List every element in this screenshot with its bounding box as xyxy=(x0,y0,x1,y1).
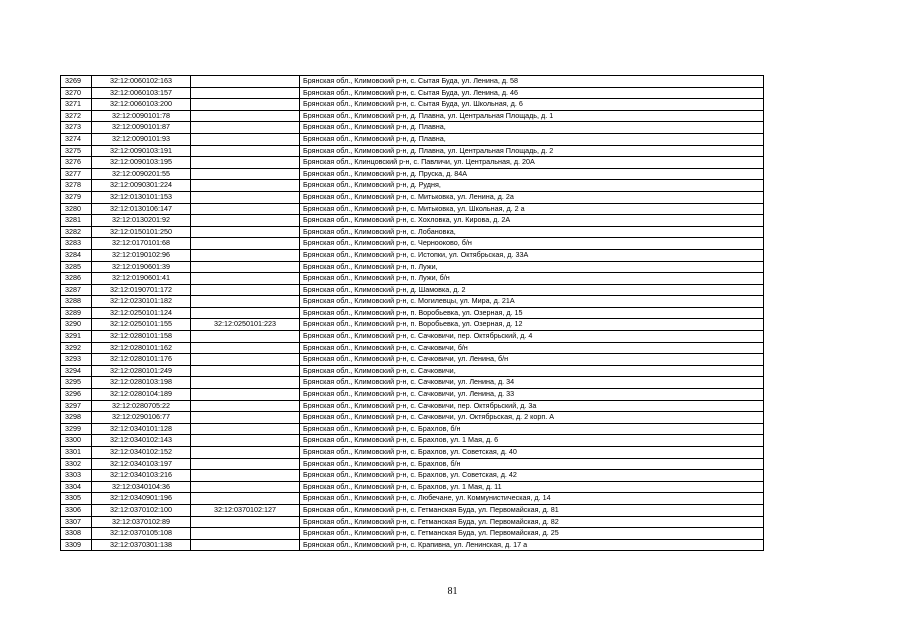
table-row xyxy=(61,516,764,528)
address-cell: Брянская обл., Климовский р-н, с. Сытая Буда, ул. Ленина, д. 58 xyxy=(300,76,764,88)
address-cell: Брянская обл., Климовский р-н, д. Плавна, xyxy=(300,122,764,134)
table-row xyxy=(61,470,764,482)
table-row xyxy=(61,296,764,308)
related-cadastral-number-cell xyxy=(191,99,300,111)
address-cell: Брянская обл., Климовский р-н, с. Сытая Буда, ул. Школьная, д. 6 xyxy=(300,99,764,111)
address-cell: Брянская обл., Климовский р-н, с. Брахлов, ул. Советская, д. 40 xyxy=(300,447,764,459)
table-row xyxy=(61,191,764,203)
table-row xyxy=(61,122,764,134)
cadastral-number-cell: 32:12:0130106:147 xyxy=(92,203,191,215)
address-cell: Брянская обл., Климовский р-н, с. Сачковичи, пер. Октябрьский, д. 4 xyxy=(300,331,764,343)
related-cadastral-number-cell xyxy=(191,215,300,227)
cadastral-number-cell: 32:12:0060102:163 xyxy=(92,76,191,88)
row-number-cell: 3272 xyxy=(61,110,92,122)
cadastral-number-cell: 32:12:0090103:191 xyxy=(92,145,191,157)
cadastral-number-cell: 32:12:0170101:68 xyxy=(92,238,191,250)
related-cadastral-number-cell xyxy=(191,157,300,169)
row-number-cell: 3280 xyxy=(61,203,92,215)
table-row xyxy=(61,412,764,424)
row-number-cell: 3281 xyxy=(61,215,92,227)
cadastral-number-cell: 32:12:0250101:124 xyxy=(92,307,191,319)
address-cell: Брянская обл., Климовский р-н, д. Плавна, xyxy=(300,133,764,145)
cadastral-number-cell: 32:12:0090101:87 xyxy=(92,122,191,134)
cadastral-number-cell: 32:12:0370102:89 xyxy=(92,516,191,528)
related-cadastral-number-cell xyxy=(191,122,300,134)
property-table-body xyxy=(61,76,764,551)
cadastral-number-cell: 32:12:0370102:100 xyxy=(92,504,191,516)
cadastral-number-cell: 32:12:0370301:138 xyxy=(92,539,191,551)
related-cadastral-number-cell xyxy=(191,516,300,528)
row-number-cell: 3292 xyxy=(61,342,92,354)
related-cadastral-number-cell xyxy=(191,481,300,493)
cadastral-number-cell: 32:12:0340104:36 xyxy=(92,481,191,493)
address-cell: Брянская обл., Климовский р-н, с. Могилевцы, ул. Мира, д. 21А xyxy=(300,296,764,308)
cadastral-number-cell: 32:12:0190601:39 xyxy=(92,261,191,273)
table-row xyxy=(61,145,764,157)
cadastral-number-cell: 32:12:0190701:172 xyxy=(92,284,191,296)
row-number-cell: 3278 xyxy=(61,180,92,192)
cadastral-number-cell: 32:12:0280103:198 xyxy=(92,377,191,389)
table-row xyxy=(61,423,764,435)
table-row xyxy=(61,504,764,516)
row-number-cell: 3301 xyxy=(61,447,92,459)
related-cadastral-number-cell xyxy=(191,110,300,122)
table-row xyxy=(61,249,764,261)
address-cell: Брянская обл., Климовский р-н, с. Лобановка, xyxy=(300,226,764,238)
related-cadastral-number-cell: 32:12:0250101:223 xyxy=(191,319,300,331)
address-cell: Брянская обл., Климовский р-н, п. Лужи, б/н xyxy=(300,273,764,285)
address-cell: Брянская обл., Климовский р-н, с. Брахлов, ул. 1 Мая, д. 11 xyxy=(300,481,764,493)
cadastral-number-cell: 32:12:0090103:195 xyxy=(92,157,191,169)
cadastral-number-cell: 32:12:0150101:250 xyxy=(92,226,191,238)
cadastral-number-cell: 32:12:0280101:176 xyxy=(92,354,191,366)
row-number-cell: 3279 xyxy=(61,191,92,203)
cadastral-number-cell: 32:12:0280101:158 xyxy=(92,331,191,343)
table-row xyxy=(61,180,764,192)
related-cadastral-number-cell xyxy=(191,342,300,354)
table-row xyxy=(61,400,764,412)
related-cadastral-number-cell xyxy=(191,493,300,505)
table-row xyxy=(61,226,764,238)
cadastral-number-cell: 32:12:0090101:78 xyxy=(92,110,191,122)
cadastral-number-cell: 32:12:0060103:200 xyxy=(92,99,191,111)
row-number-cell: 3296 xyxy=(61,389,92,401)
cadastral-number-cell: 32:12:0130101:153 xyxy=(92,191,191,203)
address-cell: Брянская обл., Климовский р-н, д. Шамовка, д. 2 xyxy=(300,284,764,296)
related-cadastral-number-cell xyxy=(191,528,300,540)
row-number-cell: 3297 xyxy=(61,400,92,412)
row-number-cell: 3305 xyxy=(61,493,92,505)
row-number-cell: 3303 xyxy=(61,470,92,482)
address-cell: Брянская обл., Климовский р-н, п. Лужи, xyxy=(300,261,764,273)
related-cadastral-number-cell xyxy=(191,447,300,459)
related-cadastral-number-cell xyxy=(191,470,300,482)
row-number-cell: 3300 xyxy=(61,435,92,447)
row-number-cell: 3271 xyxy=(61,99,92,111)
cadastral-number-cell: 32:12:0250101:155 xyxy=(92,319,191,331)
table-row xyxy=(61,133,764,145)
row-number-cell: 3286 xyxy=(61,273,92,285)
row-number-cell: 3306 xyxy=(61,504,92,516)
table-row xyxy=(61,238,764,250)
related-cadastral-number-cell xyxy=(191,273,300,285)
address-cell: Брянская обл., Климовский р-н, с. Гетманская Буда, ул. Первомайская, д. 82 xyxy=(300,516,764,528)
cadastral-number-cell: 32:12:0340102:143 xyxy=(92,435,191,447)
related-cadastral-number-cell xyxy=(191,180,300,192)
related-cadastral-number-cell xyxy=(191,76,300,88)
related-cadastral-number-cell xyxy=(191,249,300,261)
related-cadastral-number-cell xyxy=(191,284,300,296)
related-cadastral-number-cell xyxy=(191,400,300,412)
cadastral-number-cell: 32:12:0340901:196 xyxy=(92,493,191,505)
related-cadastral-number-cell xyxy=(191,412,300,424)
related-cadastral-number-cell xyxy=(191,296,300,308)
address-cell: Брянская обл., Климовский р-н, д. Пруска, д. 84А xyxy=(300,168,764,180)
cadastral-number-cell: 32:12:0340101:128 xyxy=(92,423,191,435)
table-row xyxy=(61,76,764,88)
property-table xyxy=(60,75,764,551)
address-cell: Брянская обл., Климовский р-н, с. Брахлов, б/н xyxy=(300,423,764,435)
row-number-cell: 3288 xyxy=(61,296,92,308)
cadastral-number-cell: 32:12:0340102:152 xyxy=(92,447,191,459)
table-row xyxy=(61,203,764,215)
table-row xyxy=(61,389,764,401)
address-cell: Брянская обл., Климовский р-н, д. Рудня, xyxy=(300,180,764,192)
row-number-cell: 3275 xyxy=(61,145,92,157)
related-cadastral-number-cell xyxy=(191,365,300,377)
address-cell: Брянская обл., Климовский р-н, п. Воробьевка, ул. Озерная, д. 12 xyxy=(300,319,764,331)
cadastral-number-cell: 32:12:0190601:41 xyxy=(92,273,191,285)
table-row xyxy=(61,493,764,505)
related-cadastral-number-cell xyxy=(191,261,300,273)
address-cell: Брянская обл., Климовский р-н, с. Гетманская Буда, ул. Первомайская, д. 81 xyxy=(300,504,764,516)
cadastral-number-cell: 32:12:0290106:77 xyxy=(92,412,191,424)
table-row xyxy=(61,331,764,343)
table-row xyxy=(61,319,764,331)
table-row xyxy=(61,539,764,551)
related-cadastral-number-cell xyxy=(191,133,300,145)
related-cadastral-number-cell xyxy=(191,435,300,447)
address-cell: Брянская обл., Климовский р-н, д. Плавна, ул. Центральная Площадь, д. 1 xyxy=(300,110,764,122)
table-row xyxy=(61,261,764,273)
table-row xyxy=(61,110,764,122)
table-row xyxy=(61,87,764,99)
row-number-cell: 3293 xyxy=(61,354,92,366)
row-number-cell: 3274 xyxy=(61,133,92,145)
row-number-cell: 3291 xyxy=(61,331,92,343)
table-row xyxy=(61,168,764,180)
related-cadastral-number-cell xyxy=(191,307,300,319)
related-cadastral-number-cell xyxy=(191,389,300,401)
cadastral-number-cell: 32:12:0060103:157 xyxy=(92,87,191,99)
cadastral-number-cell: 32:12:0370105:108 xyxy=(92,528,191,540)
table-row xyxy=(61,99,764,111)
address-cell: Брянская обл., Климовский р-н, с. Сачковичи, пер. Октябрьский, д. 3а xyxy=(300,400,764,412)
table-row xyxy=(61,354,764,366)
address-cell: Брянская обл., Климовский р-н, с. Митьковка, ул. Ленина, д. 2а xyxy=(300,191,764,203)
address-cell: Брянская обл., Клинцовский р-н, с. Павличи, ул. Центральная, д. 20А xyxy=(300,157,764,169)
address-cell: Брянская обл., Климовский р-н, с. Брахлов, ул. Советская, д. 42 xyxy=(300,470,764,482)
table-row xyxy=(61,481,764,493)
address-cell: Брянская обл., Климовский р-н, п. Воробьевка, ул. Озерная, д. 15 xyxy=(300,307,764,319)
related-cadastral-number-cell xyxy=(191,238,300,250)
table-row xyxy=(61,377,764,389)
table-row xyxy=(61,435,764,447)
address-cell: Брянская обл., Климовский р-н, с. Брахлов, б/н xyxy=(300,458,764,470)
row-number-cell: 3307 xyxy=(61,516,92,528)
address-cell: Брянская обл., Климовский р-н, с. Крапивна, ул. Ленинская, д. 17 а xyxy=(300,539,764,551)
address-cell: Брянская обл., Климовский р-н, с. Сачковичи, ул. Ленина, д. 33 xyxy=(300,389,764,401)
address-cell: Брянская обл., Климовский р-н, с. Хохловка, ул. Кирова, д. 2А xyxy=(300,215,764,227)
cadastral-number-cell: 32:12:0280104:189 xyxy=(92,389,191,401)
address-cell: Брянская обл., Климовский р-н, с. Сачковичи, ул. Октябрьская, д. 2 корп. А xyxy=(300,412,764,424)
row-number-cell: 3270 xyxy=(61,87,92,99)
row-number-cell: 3289 xyxy=(61,307,92,319)
table-row xyxy=(61,157,764,169)
related-cadastral-number-cell xyxy=(191,87,300,99)
related-cadastral-number-cell xyxy=(191,168,300,180)
table-row xyxy=(61,215,764,227)
address-cell: Брянская обл., Климовский р-н, с. Брахлов, ул. 1 Мая, д. 6 xyxy=(300,435,764,447)
row-number-cell: 3273 xyxy=(61,122,92,134)
row-number-cell: 3295 xyxy=(61,377,92,389)
table-row xyxy=(61,342,764,354)
row-number-cell: 3290 xyxy=(61,319,92,331)
address-cell: Брянская обл., Климовский р-н, с. Истопки, ул. Октябрьская, д. 33А xyxy=(300,249,764,261)
address-cell: Брянская обл., Климовский р-н, с. Митьковка, ул. Школьная, д. 2 а xyxy=(300,203,764,215)
row-number-cell: 3298 xyxy=(61,412,92,424)
related-cadastral-number-cell xyxy=(191,226,300,238)
address-cell: Брянская обл., Климовский р-н, с. Сачковичи, ул. Ленина, д. 34 xyxy=(300,377,764,389)
cadastral-number-cell: 32:12:0280705:22 xyxy=(92,400,191,412)
table-row xyxy=(61,284,764,296)
address-cell: Брянская обл., Климовский р-н, с. Любечане, ул. Коммунистическая, д. 14 xyxy=(300,493,764,505)
table-row xyxy=(61,447,764,459)
row-number-cell: 3294 xyxy=(61,365,92,377)
related-cadastral-number-cell xyxy=(191,539,300,551)
row-number-cell: 3299 xyxy=(61,423,92,435)
table-row xyxy=(61,365,764,377)
address-cell: Брянская обл., Климовский р-н, с. Сачковичи, ул. Ленина, б/н xyxy=(300,354,764,366)
address-cell: Брянская обл., Климовский р-н, с. Гетманская Буда, ул. Первомайская, д. 25 xyxy=(300,528,764,540)
address-cell: Брянская обл., Климовский р-н, с. Чернооково, б/н xyxy=(300,238,764,250)
cadastral-number-cell: 32:12:0230101:182 xyxy=(92,296,191,308)
cadastral-number-cell: 32:12:0280101:249 xyxy=(92,365,191,377)
row-number-cell: 3276 xyxy=(61,157,92,169)
address-cell: Брянская обл., Климовский р-н, с. Сытая Буда, ул. Ленина, д. 46 xyxy=(300,87,764,99)
cadastral-number-cell: 32:12:0280101:162 xyxy=(92,342,191,354)
row-number-cell: 3283 xyxy=(61,238,92,250)
row-number-cell: 3284 xyxy=(61,249,92,261)
cadastral-number-cell: 32:12:0190102:96 xyxy=(92,249,191,261)
cadastral-number-cell: 32:12:0090101:93 xyxy=(92,133,191,145)
related-cadastral-number-cell xyxy=(191,423,300,435)
related-cadastral-number-cell xyxy=(191,354,300,366)
row-number-cell: 3282 xyxy=(61,226,92,238)
cadastral-number-cell: 32:12:0340103:197 xyxy=(92,458,191,470)
related-cadastral-number-cell xyxy=(191,331,300,343)
row-number-cell: 3309 xyxy=(61,539,92,551)
row-number-cell: 3308 xyxy=(61,528,92,540)
cadastral-number-cell: 32:12:0130201:92 xyxy=(92,215,191,227)
related-cadastral-number-cell xyxy=(191,458,300,470)
address-cell: Брянская обл., Климовский р-н, д. Плавна, ул. Центральная Площадь, д. 2 xyxy=(300,145,764,157)
row-number-cell: 3302 xyxy=(61,458,92,470)
related-cadastral-number-cell xyxy=(191,203,300,215)
address-cell: Брянская обл., Климовский р-н, с. Сачковичи, xyxy=(300,365,764,377)
cadastral-number-cell: 32:12:0340103:216 xyxy=(92,470,191,482)
table-row xyxy=(61,458,764,470)
related-cadastral-number-cell: 32:12:0370102:127 xyxy=(191,504,300,516)
table-row xyxy=(61,307,764,319)
row-number-cell: 3269 xyxy=(61,76,92,88)
related-cadastral-number-cell xyxy=(191,377,300,389)
related-cadastral-number-cell xyxy=(191,145,300,157)
cadastral-number-cell: 32:12:0090301:224 xyxy=(92,180,191,192)
page-number: 81 xyxy=(447,586,458,597)
row-number-cell: 3285 xyxy=(61,261,92,273)
row-number-cell: 3277 xyxy=(61,168,92,180)
table-row xyxy=(61,528,764,540)
row-number-cell: 3304 xyxy=(61,481,92,493)
table-row xyxy=(61,273,764,285)
row-number-cell: 3287 xyxy=(61,284,92,296)
cadastral-number-cell: 32:12:0090201:55 xyxy=(92,168,191,180)
address-cell: Брянская обл., Климовский р-н, с. Сачковичи, б/н xyxy=(300,342,764,354)
related-cadastral-number-cell xyxy=(191,191,300,203)
